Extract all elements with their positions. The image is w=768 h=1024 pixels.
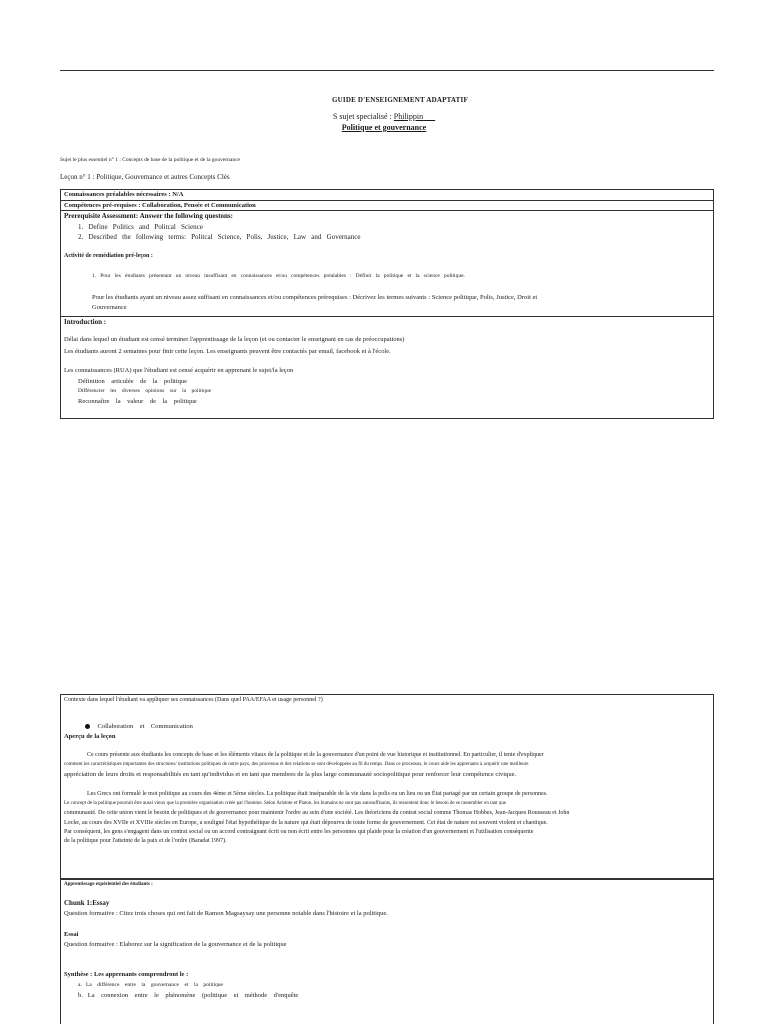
overview-p2-line-4: Locke, au cours des XVIIe et XVIIIe siècles en Europe, a souligné l'état hypothétique de la nature qui était dépourvu de toute forme de gouvernement. Cet état de nature est souvent violent et chaotique. [64, 820, 548, 826]
collaboration-bullet-text: Collaboration et Communication [97, 723, 193, 730]
prior-knowledge-row: Connaissances préalables nécessaires : N/A [61, 190, 713, 201]
assessment-item-2: 2. Described the following terms: Politcal Science, Polis, Justice, Law and Governance [78, 233, 361, 241]
remediation-title: Activité de remédiation pré-leçon : [64, 253, 153, 259]
rua-item-1: Définition articulée de la politique [78, 378, 188, 385]
subject-line [0, 112, 768, 121]
assessment-title: Prerequisite Assessment: Answer the following questons: [64, 212, 233, 220]
experiential-learning-box [60, 879, 714, 1024]
prerequisite-skills-row: Compétences pré-requises : Collaboration, Pensée et Communication [61, 201, 713, 211]
overview-title: Aperçu de la leçon [64, 733, 116, 740]
essai-title: Essai [64, 931, 79, 938]
lesson-title: Leçon n° 1 : Politique, Gouvernance et autres Concepts Clés [60, 173, 230, 181]
rua-item-2: Différencier les diverses opinions sur la politique [78, 388, 212, 394]
introduction-cell [61, 317, 713, 418]
essential-subject: Sujet le plus essentiel n° 1 : Concepts de base de la politique et de la gouvernance [60, 157, 240, 163]
overview-p1-line-3: appréciation de leurs droits et responsabilités en tant qu'individus et en tant que membres de la plus large communauté sociopolitique pour renforcer leur compétence civique. [64, 771, 517, 778]
document-title: GUIDE D'ENSEIGNEMENT ADAPTATIF [332, 96, 468, 104]
intro-duration: Les étudiants auront 2 semaines pour finir cette leçon. Les enseignants peuvent être contactés par email, facebook et à l'école. [64, 348, 391, 355]
overview-p2-line-6: de la politique pour l'atteinte de la paix et de l'ordre (Baradat 1997). [64, 838, 227, 844]
remediation-paragraph-line-1: Pour les étudiants ayant un niveau assez suffisant en connaissances et/ou compétences prérequises : Décrivez les termes suivants : Science politique, Polis, Justice, Droit et [92, 294, 538, 301]
overview-p2-line-3: communauté. De cette union vient le besoin de politiques et de gouvernance pour maintenir l'ordre au sein d'une société. Les théoriciens du contrat social comme Thomas Hobbes, Jean-Jacques Rousseau et John [64, 810, 570, 816]
lesson-overview-box [60, 694, 714, 879]
remediation-item: 1. Pour les étudiants présentant un niveau insuffisant en connaissances et/ou compétences préalables : Définir la politique et la science politique. [92, 273, 465, 279]
overview-p1-line-2: comment les caractéristiques importantes des structures/ institutions politiques de notre pays, des processus et des relations se sont développées au fil du temps. Dans ce processus, le cours aide les apprenants à acquérir une meilleure [64, 762, 529, 767]
synthesis-item-b: b. La connexion entre le phénomène (politique et méthode d'enquête [78, 992, 299, 999]
bullet-icon [85, 724, 90, 729]
subject-underline-pad [423, 112, 435, 121]
top-rule [60, 70, 714, 71]
synthesis-item-a: a. La différence entre la gouvernance et la politique [78, 982, 223, 988]
synthesis-title: Synthèse : Les apprenants comprendront le : [64, 971, 189, 978]
prerequisites-box [60, 189, 714, 419]
experiential-title: Apprentissage expérientiel des étudiants : [64, 882, 153, 887]
chunk-title: Chunk 1:Essay [64, 899, 110, 907]
overview-p2-line-1: Les Grecs ont formulé le mot politique au cours des 4ème et 5ème siècles. La politique était inséparable de la vie dans la polis ou un lieu ou un État partagé par un certain groupe de personnes. [87, 791, 548, 797]
remediation-paragraph-line-2: Gouvernance [92, 304, 127, 311]
rua-item-3: Reconnaître la valeur de la politique [78, 398, 197, 405]
assessment-item-1: 1. Define Politics and Politcal Science [78, 223, 203, 231]
overview-p2-line-2: Le concept de la politique pourrait être aussi vieux que la première organisation créée par l'homme. Selon Aristote et Platon, les humains ne sont pas autosuffisants, ils ressentent donc le besoin de se rassembler en tant que [64, 801, 507, 806]
document-subtitle: Politique et gouvernance [341, 123, 427, 132]
application-context: Contexte dans lequel l'étudiant va appliquer ses connaissances (Dans quel PAA/EFAA et usage personnel ?) [64, 697, 323, 703]
essai-question: Question formative : Elaborez sur la signification de la gouvernance et de la politique [64, 941, 287, 948]
subject-prefix: S sujet specialisé : [332, 112, 394, 121]
introduction-title: Introduction : [64, 318, 107, 326]
subject-name: Philippin [393, 112, 424, 121]
intro-timeframe: Délai dans lequel un étudiant est censé terminer l'apprentissage de la leçon (et ou contacter le enseignant en cas de préoccupations) [64, 336, 405, 343]
assessment-cell [61, 211, 713, 317]
overview-p1-line-1: Ce cours présente aux étudiants les concepts de base et les éléments vitaux de la politique et de la gouvernance d'un point de vue historique et institutionnel. En particulier, il tente d'expliquer [87, 752, 544, 758]
rua-intro: Les connaissances (RUA) que l'étudiant est censé acquérir en apprenant le sujet/la leçon [64, 367, 294, 374]
chunk-question: Question formative : Citez trois choses qui ont fait de Ramon Magsaysay une personne notable dans l'histoire et la politique. [64, 910, 388, 917]
overview-p2-line-5: Par conséquent, les gens s'engagent dans un contrat social ou un accord contraignant écrit ou non écrit entre les personnes qui plaide pour la création d'un gouvernement et l'utilisation conséquente [64, 829, 534, 835]
